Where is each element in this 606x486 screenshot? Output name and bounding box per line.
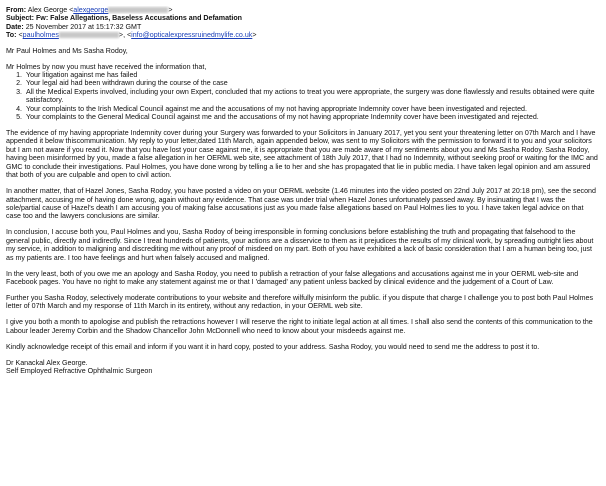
intro: Mr Holmes by now you must have received the information that, [6,62,207,71]
subject-line [6,14,600,22]
date-label: Date: [6,22,24,31]
from-line: From: Alex George <alexgeorge > [6,6,173,14]
paragraph-conclusion: In conclusion, I accuse both you, Paul Holmes and you, Sasha Rodoy of being irresponsible in forming conclusions before establishing the truth and propagating that falsehood to the general public, directly and indirectly. Since I treat hundreds of patients, your actions are a disservice to them as it prejudices the results of my clinical work, by spreading outright lies about my service, in addition to maligning and discrediting me without any proof of misdeed on my part. Both of you have exhibited a lack of basic consideration that I am a human being too, just as my patients are. I too have feelings and hurt when falsely accused and maligned. [6,228,594,262]
list-item: 3. All the Medical Experts involved, including your own Expert, concluded that my actions to treat you were appropriate, the surgery was done flawlessly and results obtained were quite satisfactory. [24,88,600,105]
redacted-email [59,32,119,38]
from-name: Alex George [27,6,68,14]
from-label: From: [6,6,27,14]
to-line: To: <paulholmes >, <info@opticalexpressruinedmylife.co.uk> [6,31,257,40]
to-email-link-1[interactable]: paulholmes [22,31,59,40]
salutation: Mr Paul Holmes and Ms Sasha Rodoy, [6,46,128,55]
signature-name: Dr Kanackal Alex George. [6,358,88,367]
subject-text: Fw: False Allegations, Baseless Accusations and Defamation [35,14,243,23]
outcome-list [6,71,600,121]
paragraph-indemnity: The evidence of my having appropriate Indemnity cover during your Surgery was forwarded to your Solicitors in January 2017, yet you sent your threatening letter on 07th March and I have appended it below thiscommunication. My reply to your letter,dated 11th March, again appended below, was sent to my Solicitors with the permission to forward it to you and your solicitors but I am not aware if you read it. Now that you have lost your case against me, it is appropriate that you are made aware of my sentiments about you and Ms Sasha Rodoy. Sasha Rodoy, having been misinformed by you, made a false allegation in her OERML web site, see attachment of 18th July 2017, that I had no Indemnity, without seeking proof or waiting for the IMC and GMC to conclude their investigations. Paul Holmes, you have done wrong by telling a lie to her and she has propagated that lie in public media. I have taken legal opinion and am assured that both of you are culpable and open to civil action. [6,129,598,180]
paragraph-acknowledge: Kindly acknowledge receipt of this email and inform if you want it in hard copy, posted to your address. Sasha Rodoy, you would need to send me the address to post it to. [6,342,540,351]
to-label: To: [6,31,17,40]
signature-title: Self Employed Refractive Ophthalmic Surgeon [6,367,153,376]
from-email-link[interactable]: alexgeorge [73,6,109,14]
paragraph-deadline: I give you both a month to apologise and publish the retractions however I will reserve the right to initiate legal action at all times. I shall also send the contents of this communication to the Labour leader Jeremy Corbin and the Shadow Chancellor John McDonnell who need to know about your misdeeds against me. [6,318,593,335]
list-item: 5. Your complaints to the General Medical Council against me and the accusations of my not having appropriate Indemnity cover have been investigated and rejected. [24,113,600,121]
redacted-email [108,7,168,13]
list-item: 2. Your legal aid had been withdrawn during the course of the case [24,79,600,87]
to-email-link-2[interactable]: info@opticalexpressruinedmylife.co.uk [131,31,253,40]
subject-label: Subject: [6,14,34,23]
date-line [6,23,600,31]
list-item: 1. Your litigation against me has failed [24,71,600,79]
list-item: 4. Your complaints to the Irish Medical Council against me and the accusations of my not having appropriate Indemnity cover have been investigated and rejected. [24,105,600,113]
paragraph-hazel-jones: In another matter, that of Hazel Jones, Sasha Rodoy, you have posted a video on your OERML website (1.46 minutes into the video posted on 22nd July 2017 at 20:18 pm), see the second attachment, accusing me of having done wrong, again without any evidence. That case was under trial when Hazel Jones unfortunately passed away. By insinuating that I was the sole/partial cause of Hazel's death I am accusing you of making false accusations just as you made false allegations based on Paul Holmes lies to you. I have taken legal advice on that case too and the lawyers conclusions are similar. [6,187,596,221]
paragraph-apology: In the very least, both of you owe me an apology and Sasha Rodoy, you need to publish a retraction of your false allegations and accusations against me in your OERML web-site and Facebook pages. You have no right to make any statement against me or that I 'damaged' any patient unless backed by clinical evidence and the judgement of a Court of Law. [6,269,579,286]
paragraph-moderation: Further you Sasha Rodoy, selectively moderate contributions to your website and therefore wilfully misinform the public. if you dispute that charge I challenge you to post both Paul Holmes letter of 07th March and my response of 11th March in its entirety, without any redaction, in your OERML web site. [6,293,593,311]
date-text: 25 November 2017 at 15:17:32 GMT [25,22,142,31]
